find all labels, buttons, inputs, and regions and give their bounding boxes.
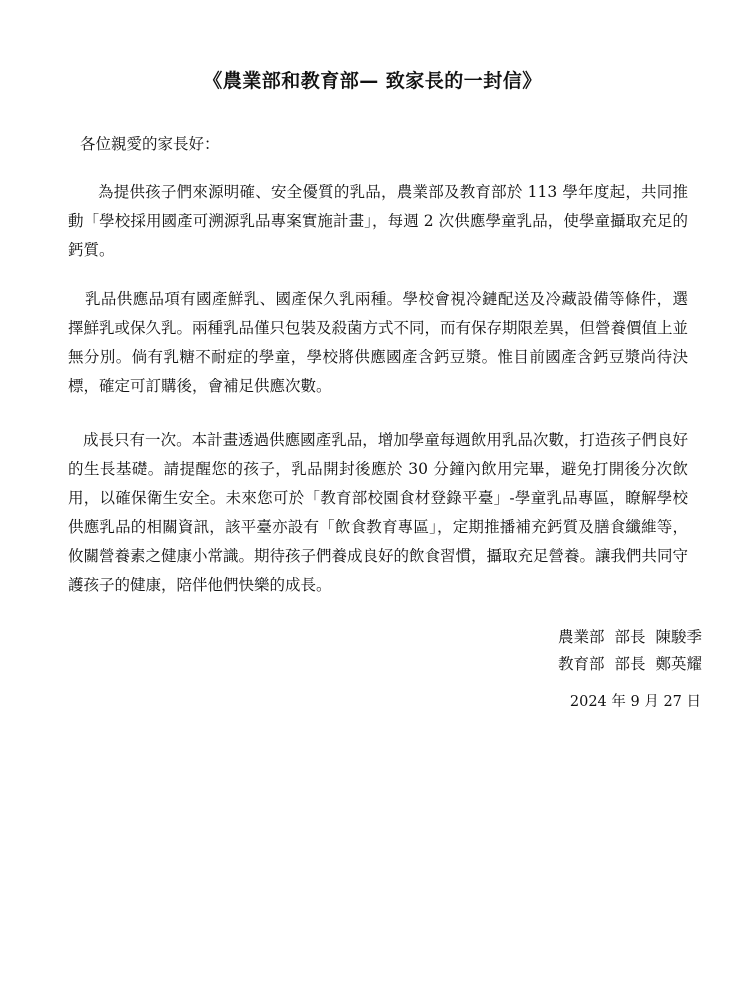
letter-date: 2024 年 9 月 27 日 [569,694,701,710]
paragraph-1: 為提供孩子們來源明確、安全優質的乳品，農業部及教育部於 113 學年度起，共同推動「學校採用國產可溯源乳品專案實施計畫」，每週 2 次供應學童乳品，使學童攝取充足的鈣質。 [68,183,688,259]
signature-role: 部長 [614,628,646,646]
paragraph-2: 乳品供應品項有國產鮮乳、國產保久乳兩種。學校會視冷鏈配送及冷藏設備等條件，選擇鮮乳或保久乳。兩種乳品僅只包裝及殺菌方式不同，而有保存期限差異，但營養價值上並無分別。倘有乳糖不耐症的學童，學校將供應國產含鈣豆漿。惟目前國產含鈣豆漿尚待決標，確定可訂購後，會補足供應次數。 [68,290,689,395]
salutation: 各位親愛的家長好： [80,135,220,153]
signature-org: 教育部 [557,655,605,673]
signature-education [558,650,702,678]
signature-org: 農業部 [557,628,605,646]
signature-name: 陳駿季 [655,628,702,646]
signature-role: 部長 [614,655,646,673]
signature-agriculture [558,623,702,651]
signature-name: 鄭英耀 [655,655,702,673]
letter-title: 《農業部和教育部— 致家長的一封信》 [203,70,542,92]
paragraph-3: 成長只有一次。本計畫透過供應國產乳品，增加學童每週飲用乳品次數，打造孩子們良好的生長基礎。請提醒您的孩子，乳品開封後應於 30 分鐘內飲用完畢，避免打開後分次飲用，以確保衛生安全。未來您可於「教育部校園食材登錄平臺」-學童乳品專區，瞭解學校供應乳品的相關資訊，該平臺亦設有「飲食教育專區」，定期推播補充鈣質及膳食纖維等，攸關營養素之健康小常識。期待孩子們養成良好的飲食習慣，攝取充足營養。讓我們共同守護孩子的健康，陪伴他們快樂的成長。 [68,431,689,594]
